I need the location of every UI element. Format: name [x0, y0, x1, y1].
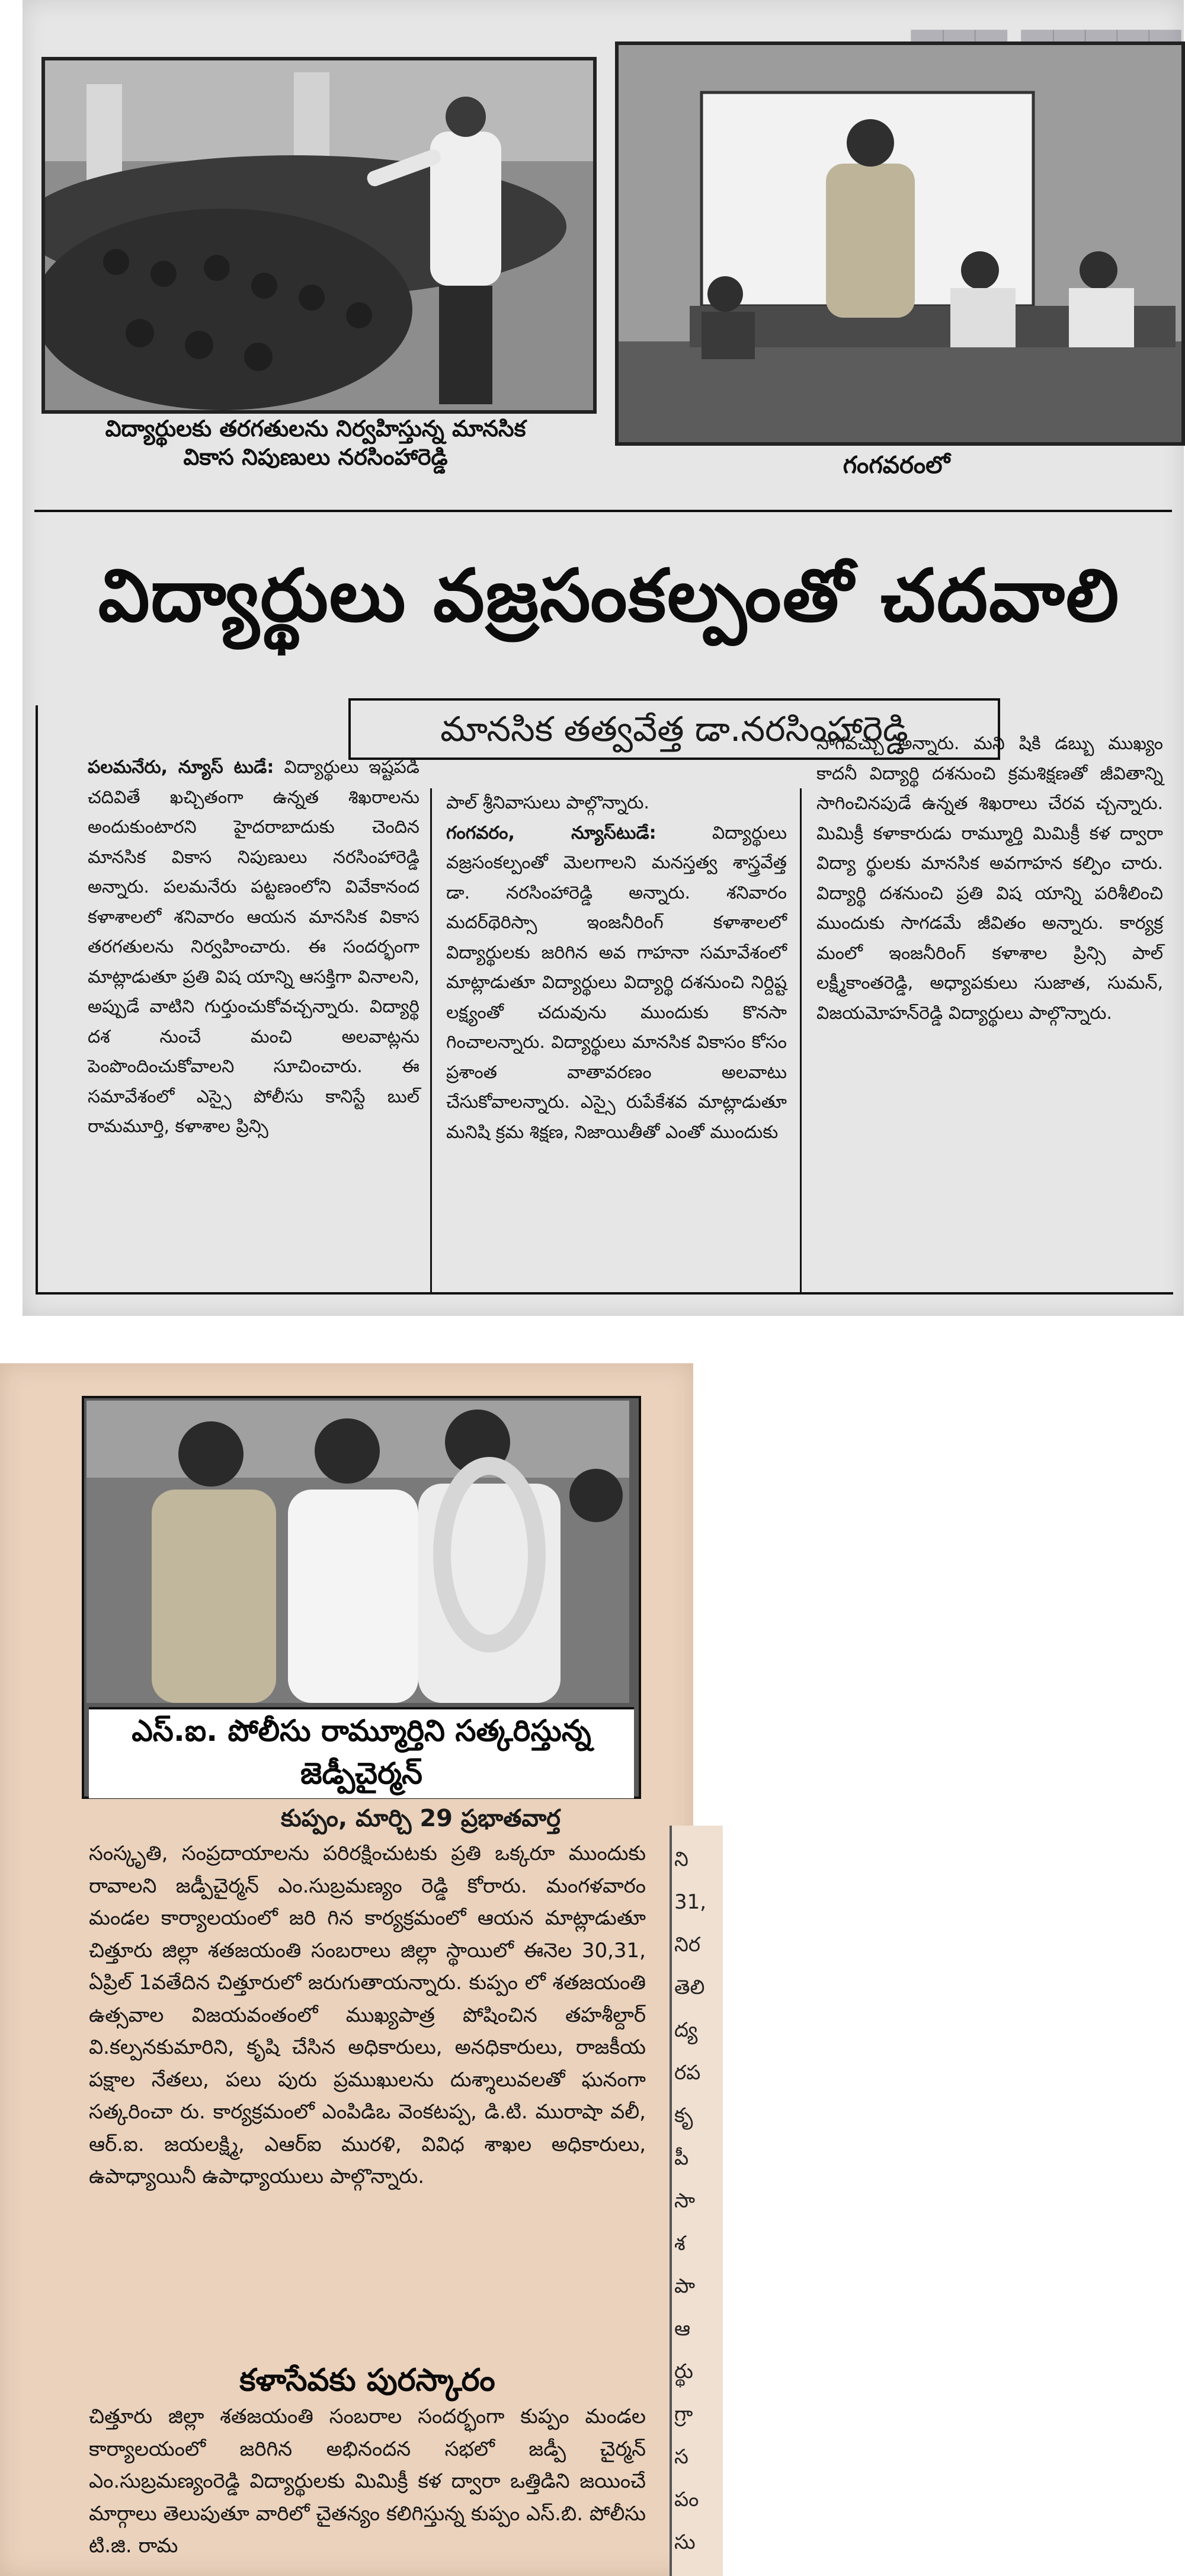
- fragment-edge: [670, 1826, 672, 2576]
- caption-line-2: జెడ్పీచైర్మన్: [300, 1756, 422, 1791]
- fragment-text: ర్థు: [674, 2360, 693, 2383]
- dateline-kuppam: కుప్పం, మార్చి 29 ప్రభాతవార్త: [281, 1805, 561, 1832]
- subheading-award: కళాసేవకు పురస్కారం: [239, 2363, 495, 2398]
- caption-line-1: ఎస్.ఐ. పోలీసు రామ్మూర్తిని సత్కరిస్తున్న: [132, 1714, 591, 1748]
- article-column-2: [446, 788, 787, 1148]
- column-2-text: విద్యార్థులు వజ్రసంకల్పంతో మెలగాలని మనస్తత్వ శాస్త్రవేత్త డా. నరసింహారెడ్డి అన్నారు. శనివారం మదర్‌థెరిస్సా ఇంజనీరింగ్ కళాశాలలో విద్యార్థులకు జరిగిన అవ గాహనా సమావేశంలో మాట్లాడుతూ విద్యార్థులు విద్యార్థి దశనుంచి నిర్దిష్ట లక్ష్యంతో చదువును ముందుకు కొనసా గించాలన్నారు. విద్యార్థులు మానసిక వికాసం కోసం ప్రశాంత వాతావరణం అలవాటు చేసుకోవాలన్నారు. ఎస్సై రుపేకేశవ మాట్లాడుతూ మనిషి క్రమ శిక్షణ, నిజాయితీతో ఎంతో ముందుకు: [446, 822, 787, 1143]
- fragment-text: పా: [674, 2274, 696, 2298]
- fragment-text: కృ: [674, 2104, 693, 2127]
- article-column-3: [816, 729, 1163, 1028]
- fragment-text: సు: [674, 2530, 696, 2554]
- photo-scene-3: [87, 1401, 629, 1703]
- article-award-body: చిత్తూరు జిల్లా శతజయంతి సంబరాల సందర్భంగా కుప్పం మండల కార్యాలయంలో జరిగిన అభినందన సభలో జడ్పీ చైర్మన్ ఎం.సుబ్రమణ్యంరెడ్డి విద్యార్థులకు మిమిక్రీ కళ ద్వారా ఒత్తిడిని జయించే మార్గాలు తెలుపుతూ వారిలో చైతన్యం కలిగిస్తున్న కుప్పం ఎస్.బి. పోలీసు టి.జి. రామ: [89, 2405, 646, 2558]
- photo-left-caption: [41, 415, 590, 471]
- article-column-1: [88, 753, 419, 1142]
- column-rule-1: [430, 788, 432, 1292]
- column-rule-2: [800, 788, 802, 1292]
- photo-counsellor-with-students: [41, 57, 597, 414]
- fragment-text: 31,: [674, 1890, 707, 1914]
- headline: విద్యార్థులు వజ్రసంకల్పంతో చదవాలి: [98, 554, 1120, 638]
- fragment-text: ని: [674, 1848, 688, 1871]
- column-2-lead: పాల్ శ్రీనివాసులు పాల్గొన్నారు.: [446, 792, 649, 813]
- fragment-text: గ్రా: [674, 2402, 693, 2426]
- fragment-text: శ: [674, 2232, 686, 2255]
- photo-right-caption: గంగవరంలో: [843, 452, 950, 479]
- article-kuppam-body: సంస్కృతి, సంప్రదాయాలను పరిరక్షించుటకు ప్రతి ఒక్కరూ ముందుకు రావాలని జడ్పీచైర్మన్ ఎం.సుబ్రమణ్యం రెడ్డి కోరారు. మంగళవారం మండల కార్యాలయంలో జరి గిన కార్యక్రమంలో ఆయన మాట్లాడుతూ చిత్తూరు జిల్లా శతజయంతి సంబరాలు జిల్లా స్థాయిలో ఈనెల 30,31, ఏప్రిల్ 1వతేదిన చిత్తూరులో జరుగుతాయన్నారు. కుప్పం లో శతజయంతి ఉత్సవాల విజయవంతంలో ముఖ్యపాత్ర పోషించిన తహశీల్దార్ వి.కల్పనకుమారిని, కృషి చేసిన అధికారులు, అనధికారులు, రాజకీయ పక్షాల నేతలు, పలు పురు ప్రముఖులను దుశ్శాలువలతో ఘనంగా సత్కరించా రు. కార్యక్రమంలో ఎంపిడిఒ వెంకటప్ప, డి.టి. మురాషా వలీ, ఆర్.ఐ. జయలక్ష్మి, ఎఆర్ఐ మురళి, వివిధ శాఖల అధికారులు, ఉపాధ్యాయినీ ఉపాధ్యాయులు పాల్గొన్నారు.: [89, 1842, 646, 2188]
- news-clipping-1: [23, 0, 1184, 1316]
- fragment-text: ద్య: [674, 2018, 698, 2042]
- fragment-text: తెలి: [674, 1976, 705, 1999]
- divider: [34, 510, 1172, 512]
- fragment-text: స: [674, 2445, 688, 2469]
- photo-felicitation: [87, 1401, 629, 1703]
- dateline-palamaneru: పలమనేరు, న్యూస్ టుడే:: [88, 757, 274, 778]
- fragment-text: పం: [674, 2488, 699, 2511]
- column-3-text: సాగవచ్చు అన్నారు. మని షికి డబ్బు ముఖ్యం కాదనీ విద్యార్థి దశనుంచి క్రమశిక్షణతో జీవితాన్ని సాగించినపుడే ఉన్నత శిఖరాలు చేరవ చ్చన్నారు. మిమిక్రీ కళాకారుడు రామ్మూర్తి మిమిక్రీ కళ ద్వారా విద్యా ర్థులకు మానసిక అవగాహన కల్పిం చారు. విద్యార్థి దశనుంచి ప్రతి విష యాన్ని పరిశీలించి ముందుకు సాగడమే జీవితం అన్నారు. కార్యక్ర మంలో ఇంజనీరింగ్ కళాశాల ప్రిన్సి పాల్ లక్ష్మీకాంతరెడ్డి, అధ్యాపకులు సుజాత, సుమన్, విజయమోహన్‌రెడ్డి విద్యార్థులు పాల్గొన్నారు.: [816, 733, 1163, 1024]
- fragment-text: సా: [674, 2189, 696, 2213]
- photo-police-officer-speaking: [615, 41, 1185, 446]
- photo-scene: [45, 60, 593, 410]
- photo-felicitation-caption: [89, 1707, 634, 1798]
- subheadline: మానసిక తత్వవేత్త డా.నరసింహారెడ్డి: [440, 709, 908, 749]
- caption-line-1: విద్యార్థులకు తరగతులను నిర్వహిస్తున్న మానసిక: [105, 416, 526, 442]
- photo-scene-2: [619, 45, 1181, 442]
- fragment-text: పీ: [674, 2146, 689, 2170]
- dateline-gangavaram: గంగవరం, న్యూస్‌టుడే:: [446, 822, 656, 843]
- fragment-text: ఆ: [674, 2317, 691, 2341]
- fragment-text: రప: [674, 2061, 701, 2085]
- fragment-text: నిర: [674, 1933, 701, 1957]
- caption-line-2: వికాస నిపుణులు నరసింహారెడ్డి: [183, 443, 448, 470]
- column-1-text: విద్యార్థులు ఇష్టపడి చదివితే ఖచ్చితంగా ఉన్నత శిఖరాలను అందుకుంటారని హైదరాబాదుకు చెందిన మానసిక వికాస నిపుణులు నరసింహారెడ్డి అన్నారు. పలమనేరు పట్టణంలోని వివేకానంద కళాశాలలో శనివారం ఆయన మానసిక వికాస తరగతులను నిర్వహించారు. ఈ సందర్భంగా మాట్లాడుతూ ప్రతి విష యాన్ని ఆసక్తిగా వినాలని, అప్పుడే వాటిని గుర్తుంచుకోవచ్చన్నారు. విద్యార్థి దశ నుంచే మంచి అలవాట్లను పెంపొందించుకోవాలని సూచించారు. ఈ సమావేశంలో ఎస్సై పోలీసు కానిస్టే బుల్ రామమూర్తి, కళాశాల ప్రిన్సి: [88, 757, 419, 1137]
- column-rule-left: [36, 705, 38, 1292]
- bottom-rule: [36, 1292, 1173, 1295]
